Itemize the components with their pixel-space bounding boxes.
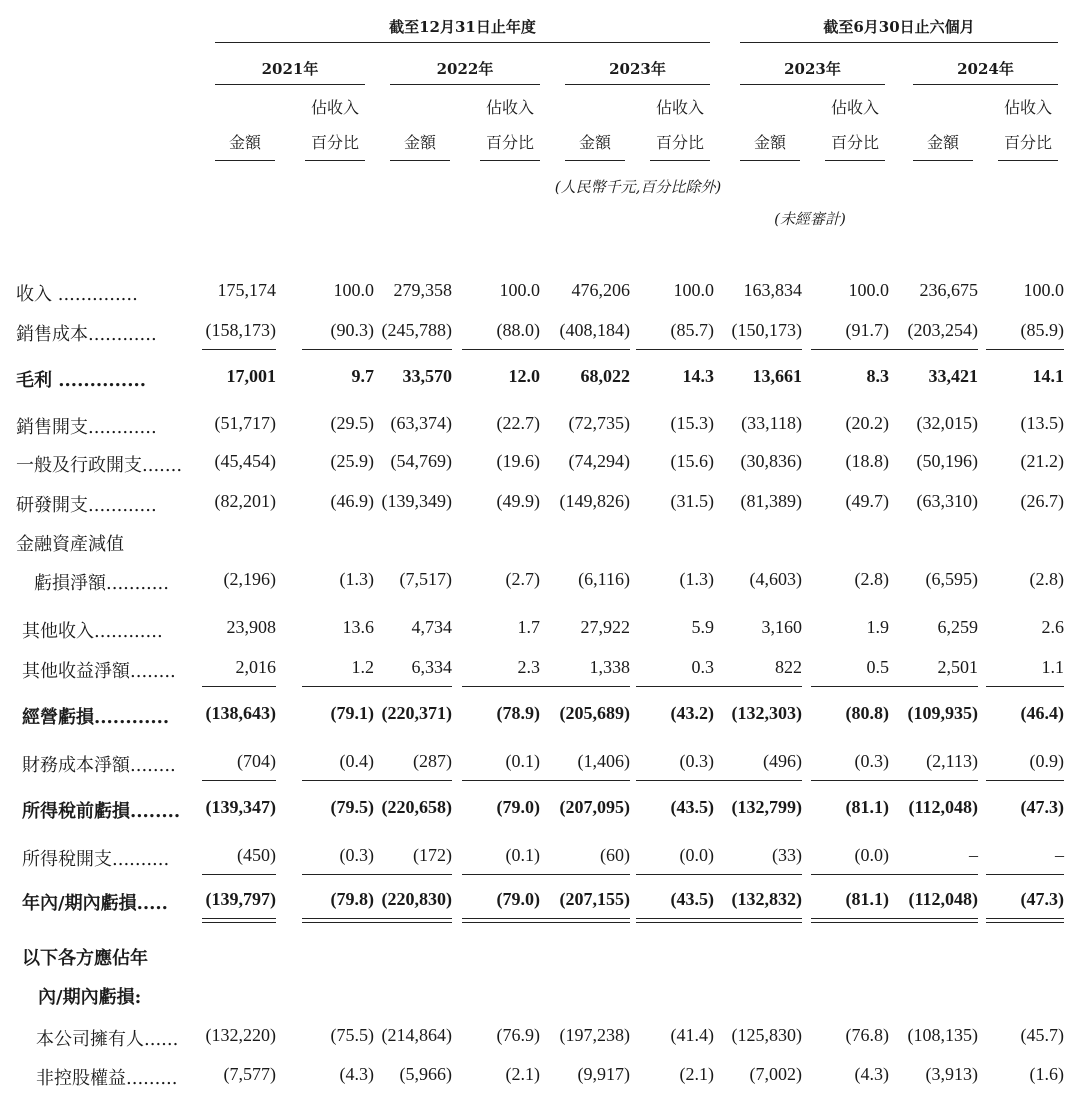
percent-cell: (79.1) (330, 703, 374, 723)
amount-cell: (2,196) (223, 569, 276, 589)
amount-cell: (112,048) (908, 797, 978, 817)
amount-cell: 68,022 (580, 366, 630, 386)
subtotal-rule (811, 874, 889, 875)
amount-cell: 33,570 (402, 366, 452, 386)
amount-cell: (132,832) (731, 889, 802, 909)
row-label: 本公司擁有人...... (36, 1029, 179, 1050)
year-rule (215, 84, 365, 85)
subtotal-rule (710, 780, 802, 781)
amount-cell: (139,797) (205, 889, 276, 909)
amount-cell: (138,643) (205, 703, 276, 723)
subtotal-rule (364, 780, 452, 781)
amount-cell: (149,826) (559, 491, 630, 511)
amount-cell: (72,735) (568, 413, 630, 433)
subtotal-rule (202, 780, 276, 781)
percent-cell: (15.6) (670, 451, 714, 471)
amount-cell: (5,966) (399, 1064, 452, 1084)
year-label: 2023年 (784, 60, 841, 78)
amount-cell: 2,016 (235, 657, 276, 677)
amount-header-rule (390, 160, 450, 161)
row-label: 以下各方應佔年 (22, 948, 148, 969)
amount-cell: (207,155) (559, 889, 630, 909)
pct-header-rule (480, 160, 540, 161)
percent-cell: – (1055, 845, 1064, 865)
percent-cell: (76.9) (496, 1025, 540, 1045)
amount-cell: (150,173) (731, 320, 802, 340)
percent-cell: (29.5) (330, 413, 374, 433)
year-rule (390, 84, 540, 85)
year-label: 2022年 (436, 60, 494, 78)
percent-cell: (26.7) (1020, 491, 1064, 511)
row-label: 年內/期內虧損..... (22, 893, 168, 914)
amount-header: 金額 (578, 133, 611, 152)
amount-cell: (112,048) (908, 889, 978, 909)
amount-cell: (496) (763, 751, 802, 771)
pct-header-line2: 百分比 (310, 133, 359, 152)
percent-cell: 100.0 (333, 280, 374, 300)
header-group-year-rule (215, 42, 710, 43)
percent-cell: 14.3 (682, 366, 714, 386)
percent-cell: (79.8) (330, 889, 374, 909)
percent-cell: 9.7 (351, 366, 374, 386)
percent-cell: (1.3) (339, 569, 374, 589)
amount-cell: (33,118) (741, 413, 802, 433)
row-label: 經營虧損............ (22, 707, 170, 728)
pct-header-line2: 百分比 (830, 133, 879, 152)
percent-cell: (2.1) (679, 1064, 714, 1084)
percent-cell: (1.3) (679, 569, 714, 589)
header-group-half: 截至6月30日止六個月 (823, 18, 975, 36)
percent-cell: 8.3 (866, 366, 889, 386)
amount-cell: (214,864) (381, 1025, 452, 1045)
amount-cell: 476,206 (571, 280, 630, 300)
amount-cell: 23,908 (226, 617, 276, 637)
subtotal-rule (462, 686, 540, 687)
percent-cell: 2.3 (517, 657, 540, 677)
subtotal-rule (540, 686, 630, 687)
percent-cell: (43.2) (670, 703, 714, 723)
year-label: 2023年 (609, 60, 666, 78)
percent-cell: (47.3) (1020, 797, 1064, 817)
row-label: 毛利 .............. (16, 370, 146, 391)
amount-cell: (704) (237, 751, 276, 771)
row-label: 研發開支............ (16, 495, 157, 516)
amount-cell: (74,294) (568, 451, 630, 471)
row-label: 銷售成本............ (16, 324, 157, 345)
subtotal-rule (986, 349, 1064, 350)
percent-cell: (79.0) (496, 797, 540, 817)
amount-cell: (7,577) (223, 1064, 276, 1084)
row-label: 非控股權益......... (36, 1068, 178, 1089)
year-rule (565, 84, 710, 85)
year-label: 2021年 (261, 60, 319, 78)
subtotal-rule (811, 686, 889, 687)
amount-cell: (60) (600, 845, 630, 865)
subtotal-rule (710, 686, 802, 687)
pct-header-line1: 佔收入 (310, 98, 359, 117)
amount-cell: (54,769) (390, 451, 452, 471)
percent-cell: (2.1) (505, 1064, 540, 1084)
amount-cell: (408,184) (559, 320, 630, 340)
percent-cell: 100.0 (1023, 280, 1064, 300)
pct-header-line1: 佔收入 (1003, 98, 1052, 117)
amount-cell: 279,358 (393, 280, 452, 300)
amount-cell: 13,661 (752, 366, 802, 386)
percent-cell: (0.1) (505, 751, 540, 771)
percent-cell: (81.1) (845, 889, 889, 909)
percent-cell: (85.7) (670, 320, 714, 340)
amount-cell: (82,201) (214, 491, 276, 511)
year-rule (740, 84, 885, 85)
subtotal-rule (811, 349, 889, 350)
percent-cell: (81.1) (845, 797, 889, 817)
amount-cell: 2,501 (937, 657, 978, 677)
amount-cell: 1,338 (589, 657, 630, 677)
amount-cell: (287) (413, 751, 452, 771)
percent-cell: (0.1) (505, 845, 540, 865)
amount-cell: (158,173) (205, 320, 276, 340)
unit-note: (人民幣千元,百分比除外) (554, 178, 722, 196)
percent-cell: (1.6) (1029, 1064, 1064, 1084)
percent-cell: (20.2) (845, 413, 889, 433)
percent-cell: (0.3) (854, 751, 889, 771)
row-label: 財務成本淨額........ (22, 755, 176, 776)
subtotal-rule (986, 874, 1064, 875)
amount-cell: (125,830) (731, 1025, 802, 1045)
percent-cell: 13.6 (342, 617, 374, 637)
amount-cell: (139,347) (205, 797, 276, 817)
subtotal-rule (364, 874, 452, 875)
pct-header-line2: 百分比 (1003, 133, 1052, 152)
row-label: 其他收益淨額........ (22, 661, 176, 682)
pct-header-line1: 佔收入 (830, 98, 879, 117)
percent-cell: 14.1 (1032, 366, 1064, 386)
amount-cell: (109,935) (907, 703, 978, 723)
percent-cell: (90.3) (330, 320, 374, 340)
amount-cell: (3,913) (925, 1064, 978, 1084)
percent-cell: (0.0) (679, 845, 714, 865)
percent-cell: (0.9) (1029, 751, 1064, 771)
pct-header-line2: 百分比 (655, 133, 704, 152)
pct-header-rule (650, 160, 710, 161)
total-double-rule (462, 918, 540, 923)
amount-cell: (108,135) (907, 1025, 978, 1045)
subtotal-rule (202, 349, 276, 350)
year-label: 2024年 (957, 60, 1014, 78)
amount-cell: (132,799) (731, 797, 802, 817)
amount-cell: (1,406) (577, 751, 630, 771)
percent-cell: 100.0 (499, 280, 540, 300)
subtotal-rule (710, 349, 802, 350)
amount-cell: (139,349) (381, 491, 452, 511)
subtotal-rule (636, 780, 714, 781)
amount-cell: (2,113) (926, 751, 978, 771)
row-label: 收入 .............. (16, 284, 138, 305)
percent-cell: (91.7) (845, 320, 889, 340)
amount-cell: – (969, 845, 978, 865)
row-label: 金融資產減值 (16, 534, 124, 555)
pct-header-line1: 佔收入 (485, 98, 534, 117)
subtotal-rule (462, 780, 540, 781)
percent-cell: (49.9) (496, 491, 540, 511)
percent-cell: 5.9 (691, 617, 714, 637)
amount-cell: (132,303) (731, 703, 802, 723)
percent-cell: (25.9) (330, 451, 374, 471)
amount-cell: (63,310) (916, 491, 978, 511)
total-double-rule (811, 918, 889, 923)
percent-cell: (4.3) (854, 1064, 889, 1084)
amount-header-rule (740, 160, 800, 161)
amount-cell: 6,259 (937, 617, 978, 637)
subtotal-rule (886, 686, 978, 687)
subtotal-rule (636, 686, 714, 687)
row-label: 虧損淨額........... (34, 573, 169, 594)
subtotal-rule (886, 780, 978, 781)
amount-cell: (197,238) (559, 1025, 630, 1045)
row-label: 內/期內虧損: (38, 987, 142, 1008)
percent-cell: (88.0) (496, 320, 540, 340)
percent-cell: 12.0 (508, 366, 540, 386)
subtotal-rule (886, 874, 978, 875)
amount-cell: (220,830) (381, 889, 452, 909)
subtotal-rule (202, 686, 276, 687)
row-label: 所得稅開支.......... (22, 849, 170, 870)
subtotal-rule (364, 686, 452, 687)
amount-cell: (205,689) (559, 703, 630, 723)
pct-header-line2: 百分比 (485, 133, 534, 152)
percent-cell: (41.4) (670, 1025, 714, 1045)
subtotal-rule (636, 349, 714, 350)
total-double-rule (202, 918, 276, 923)
percent-cell: (45.7) (1020, 1025, 1064, 1045)
percent-cell: (21.2) (1020, 451, 1064, 471)
percent-cell: (18.8) (845, 451, 889, 471)
percent-cell: 1.9 (866, 617, 889, 637)
percent-cell: (43.5) (670, 797, 714, 817)
unaudited-note: (未經審計) (774, 210, 846, 228)
percent-cell: 0.5 (866, 657, 889, 677)
percent-cell: (19.6) (496, 451, 540, 471)
amount-cell: 4,734 (411, 617, 452, 637)
percent-cell: (15.3) (670, 413, 714, 433)
percent-cell: (2.8) (854, 569, 889, 589)
percent-cell: (22.7) (496, 413, 540, 433)
percent-cell: (2.8) (1029, 569, 1064, 589)
subtotal-rule (886, 349, 978, 350)
amount-cell: 163,834 (743, 280, 802, 300)
header-group-year: 截至12月31日止年度 (389, 18, 536, 36)
percent-cell: (46.4) (1020, 703, 1064, 723)
amount-cell: 822 (775, 657, 802, 677)
percent-cell: (79.5) (330, 797, 374, 817)
percent-cell: (13.5) (1020, 413, 1064, 433)
amount-header: 金額 (753, 133, 786, 152)
amount-cell: 33,421 (928, 366, 978, 386)
total-double-rule (886, 918, 978, 923)
amount-header-rule (565, 160, 625, 161)
amount-cell: (207,095) (559, 797, 630, 817)
amount-cell: (203,254) (907, 320, 978, 340)
percent-cell: (76.8) (845, 1025, 889, 1045)
amount-cell: (220,371) (381, 703, 452, 723)
percent-cell: (0.4) (339, 751, 374, 771)
percent-cell: 0.3 (691, 657, 714, 677)
amount-cell: (7,517) (399, 569, 452, 589)
pct-header-rule (998, 160, 1058, 161)
amount-cell: (81,389) (740, 491, 802, 511)
percent-cell: 1.7 (517, 617, 540, 637)
amount-cell: (30,836) (740, 451, 802, 471)
percent-cell: 2.6 (1041, 617, 1064, 637)
subtotal-rule (986, 780, 1064, 781)
amount-cell: (172) (413, 845, 452, 865)
amount-header: 金額 (403, 133, 436, 152)
amount-cell: (450) (237, 845, 276, 865)
percent-cell: (31.5) (670, 491, 714, 511)
amount-cell: (4,603) (749, 569, 802, 589)
percent-cell: (47.3) (1020, 889, 1064, 909)
subtotal-rule (986, 686, 1064, 687)
pct-header-rule (305, 160, 365, 161)
total-double-rule (364, 918, 452, 923)
percent-cell: (43.5) (670, 889, 714, 909)
percent-cell: (46.9) (330, 491, 374, 511)
amount-cell: 27,922 (580, 617, 630, 637)
percent-cell: (0.3) (679, 751, 714, 771)
percent-cell: (4.3) (339, 1064, 374, 1084)
subtotal-rule (364, 349, 452, 350)
amount-cell: 6,334 (411, 657, 452, 677)
subtotal-rule (636, 874, 714, 875)
amount-header: 金額 (228, 133, 261, 152)
subtotal-rule (462, 874, 540, 875)
amount-header-rule (913, 160, 973, 161)
subtotal-rule (202, 874, 276, 875)
amount-cell: (45,454) (214, 451, 276, 471)
percent-cell: (80.8) (845, 703, 889, 723)
amount-cell: (132,220) (205, 1025, 276, 1045)
amount-cell: (7,002) (749, 1064, 802, 1084)
percent-cell: (2.7) (505, 569, 540, 589)
amount-cell: 3,160 (761, 617, 802, 637)
subtotal-rule (540, 780, 630, 781)
row-label: 一般及行政開支....... (16, 455, 183, 476)
percent-cell: (0.3) (339, 845, 374, 865)
amount-cell: (6,116) (578, 569, 630, 589)
amount-cell: (51,717) (214, 413, 276, 433)
amount-cell: 236,675 (919, 280, 978, 300)
subtotal-rule (462, 349, 540, 350)
amount-cell: (220,658) (381, 797, 452, 817)
amount-header-rule (215, 160, 275, 161)
percent-cell: 1.2 (351, 657, 374, 677)
amount-cell: (32,015) (916, 413, 978, 433)
total-double-rule (540, 918, 630, 923)
amount-cell: (9,917) (577, 1064, 630, 1084)
row-label: 其他收入............ (22, 621, 163, 642)
amount-cell: (33) (772, 845, 802, 865)
amount-header: 金額 (926, 133, 959, 152)
amount-cell: (63,374) (390, 413, 452, 433)
total-double-rule (636, 918, 714, 923)
row-label: 銷售開支............ (16, 417, 157, 438)
subtotal-rule (540, 349, 630, 350)
amount-cell: (6,595) (925, 569, 978, 589)
subtotal-rule (710, 874, 802, 875)
percent-cell: 100.0 (673, 280, 714, 300)
percent-cell: (75.5) (330, 1025, 374, 1045)
percent-cell: 100.0 (848, 280, 889, 300)
row-label: 所得稅前虧損........ (22, 801, 181, 822)
amount-cell: (245,788) (381, 320, 452, 340)
percent-cell: 1.1 (1041, 657, 1064, 677)
percent-cell: (79.0) (496, 889, 540, 909)
percent-cell: (0.0) (854, 845, 889, 865)
year-rule (913, 84, 1058, 85)
percent-cell: (85.9) (1020, 320, 1064, 340)
pct-header-line1: 佔收入 (655, 98, 704, 117)
amount-cell: 17,001 (226, 366, 276, 386)
total-double-rule (986, 918, 1064, 923)
amount-cell: (50,196) (916, 451, 978, 471)
subtotal-rule (811, 780, 889, 781)
subtotal-rule (540, 874, 630, 875)
percent-cell: (78.9) (496, 703, 540, 723)
total-double-rule (710, 918, 802, 923)
header-group-half-rule (740, 42, 1058, 43)
percent-cell: (49.7) (845, 491, 889, 511)
amount-cell: 175,174 (217, 280, 276, 300)
pct-header-rule (825, 160, 885, 161)
